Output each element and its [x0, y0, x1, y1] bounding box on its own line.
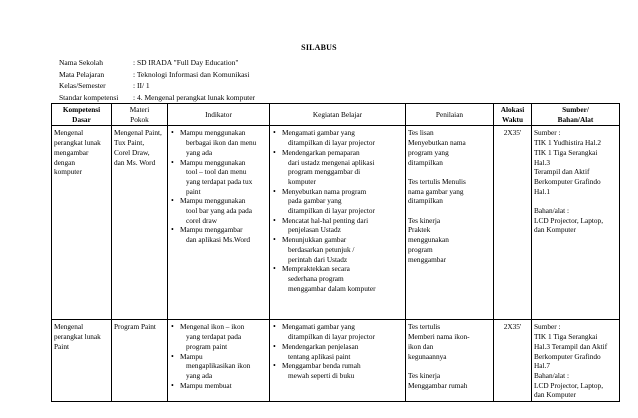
cell-penilaian: Tes tertulis Memberi nama ikon- ikon dan kegunaannya Tes kinerja Menggambar rumah [406, 320, 494, 402]
list-item: • Menyebutkan nama program pada gambar yang ditampilkan di layar projector [272, 187, 403, 216]
meta-row [59, 69, 255, 81]
meta-value: : SD IRADA "Full Day Education" [133, 58, 239, 67]
cell-alokasi-waktu: 2X35' [494, 320, 532, 402]
list-item: • Menunjukkan gambar berdasarkan petunjuk / perintah dari Ustadz [272, 235, 403, 264]
cell-sumber-bahan: Sumber : TIK 1 Tiga Serangkai Hal.3 Terampil dan Aktif Berkomputer Grafindo Hal.7 Bahan/alat : LCD Projector, Laptop, dan Komputer [532, 320, 620, 402]
list-item: • Mendengarkan penjelasan tentang aplikasi paint [272, 342, 403, 361]
list-item: • Mempraktekkan secara sederhana program menggambar dalam komputer [272, 264, 403, 293]
cell-penilaian: Tes lisan Menyebutkan nama program yang ditampilkan Tes tertulis Menulis nama gambar yang ditampilkan Tes kinerja Praktek menggunakan program menggambar [406, 126, 494, 320]
meta-value: : Teknologi Informasi dan Komunikasi [133, 69, 250, 79]
header-indikator: Indikator [168, 104, 270, 126]
list-item: • Mendengarkan pemaparan dari ustadz mengenai aplikasi program menggambar di komputer [272, 148, 403, 187]
meta-row [59, 92, 255, 104]
list-item: • Mampu membuat [170, 381, 267, 391]
syllabus-meta [59, 57, 255, 103]
header-sumber-bahan: Sumber/ Bahan/Alat [532, 104, 620, 126]
table-header-row [52, 104, 620, 126]
header-penilaian: Penilaian [406, 104, 494, 126]
cell-kompetensi-dasar: Mengenal perangkat lunak Paint [52, 320, 112, 402]
header-kegiatan-belajar: Kegiatan Belajar [270, 104, 406, 126]
header-materi-pokok: Materi Pokok [112, 104, 168, 126]
cell-indikator [168, 320, 270, 402]
meta-key: Nama Sekolah [59, 58, 103, 67]
meta-value: : 4. Mengenal perangkat lunak komputer [133, 92, 256, 102]
cell-kegiatan-belajar [270, 126, 406, 320]
list-item: • Mampu menggunakan tool – tool dan menu yang terdapat pada tux paint [170, 158, 267, 197]
list-item: • Mampu menggunakan berbagai ikon dan menu yang ada [170, 128, 267, 157]
cell-materi-pokok: Mengenal Paint, Tux Paint, Corel Draw, dan Ms. Word [112, 126, 168, 320]
cell-sumber-bahan: Sumber : TIK 1 Yudhistira Hal.2 TIK 1 Tiga Serangkai Hal.3 Terampil dan Aktif Berkomputer Grafindo Hal.1 Bahan/alat : LCD Projector, Laptop, dan Komputer [532, 126, 620, 320]
table-row [52, 320, 620, 402]
syllabus-table [51, 103, 620, 402]
list-item: • Mampu menggunakan tool bar yang ada pada corel draw [170, 196, 267, 225]
page-title: SILABUS [301, 43, 337, 52]
meta-row [59, 80, 255, 92]
meta-key: Standar kompetensi [59, 92, 119, 102]
table-row [52, 126, 620, 320]
list-item: • Mengenal ikon – ikon yang terdapat pada program paint [170, 322, 267, 351]
meta-key: Kelas/Semester [59, 81, 106, 90]
meta-key: Mata Pelajaran [59, 69, 105, 79]
list-item: • Menggambar benda rumah mewah seperti di buku [272, 361, 403, 380]
list-item: • Mengamati gambar yang ditampilkan di layar projector [272, 128, 403, 147]
meta-row [59, 57, 255, 69]
cell-kegiatan-belajar [270, 320, 406, 402]
cell-kompetensi-dasar: Mengenal perangkat lunak mengambar dengan komputer [52, 126, 112, 320]
cell-alokasi-waktu: 2X35' [494, 126, 532, 320]
list-item: • Mampu mengaplikasikan ikon yang ada [170, 352, 267, 381]
list-item: • Mencatat hal-hal penting dari penjelasan Ustadz [272, 216, 403, 235]
list-item: • Mengamati gambar yang ditampilkan di layar projector [272, 322, 403, 341]
meta-value: : II/ 1 [133, 81, 150, 90]
header-kompetensi-dasar: Kompetensi Dasar [52, 104, 112, 126]
list-item: • Mampu menggambar dan aplikasi Ms.Word [170, 225, 267, 244]
header-alokasi-waktu: Alokasi Waktu [494, 104, 532, 126]
cell-indikator [168, 126, 270, 320]
cell-materi-pokok: Program Paint [112, 320, 168, 402]
